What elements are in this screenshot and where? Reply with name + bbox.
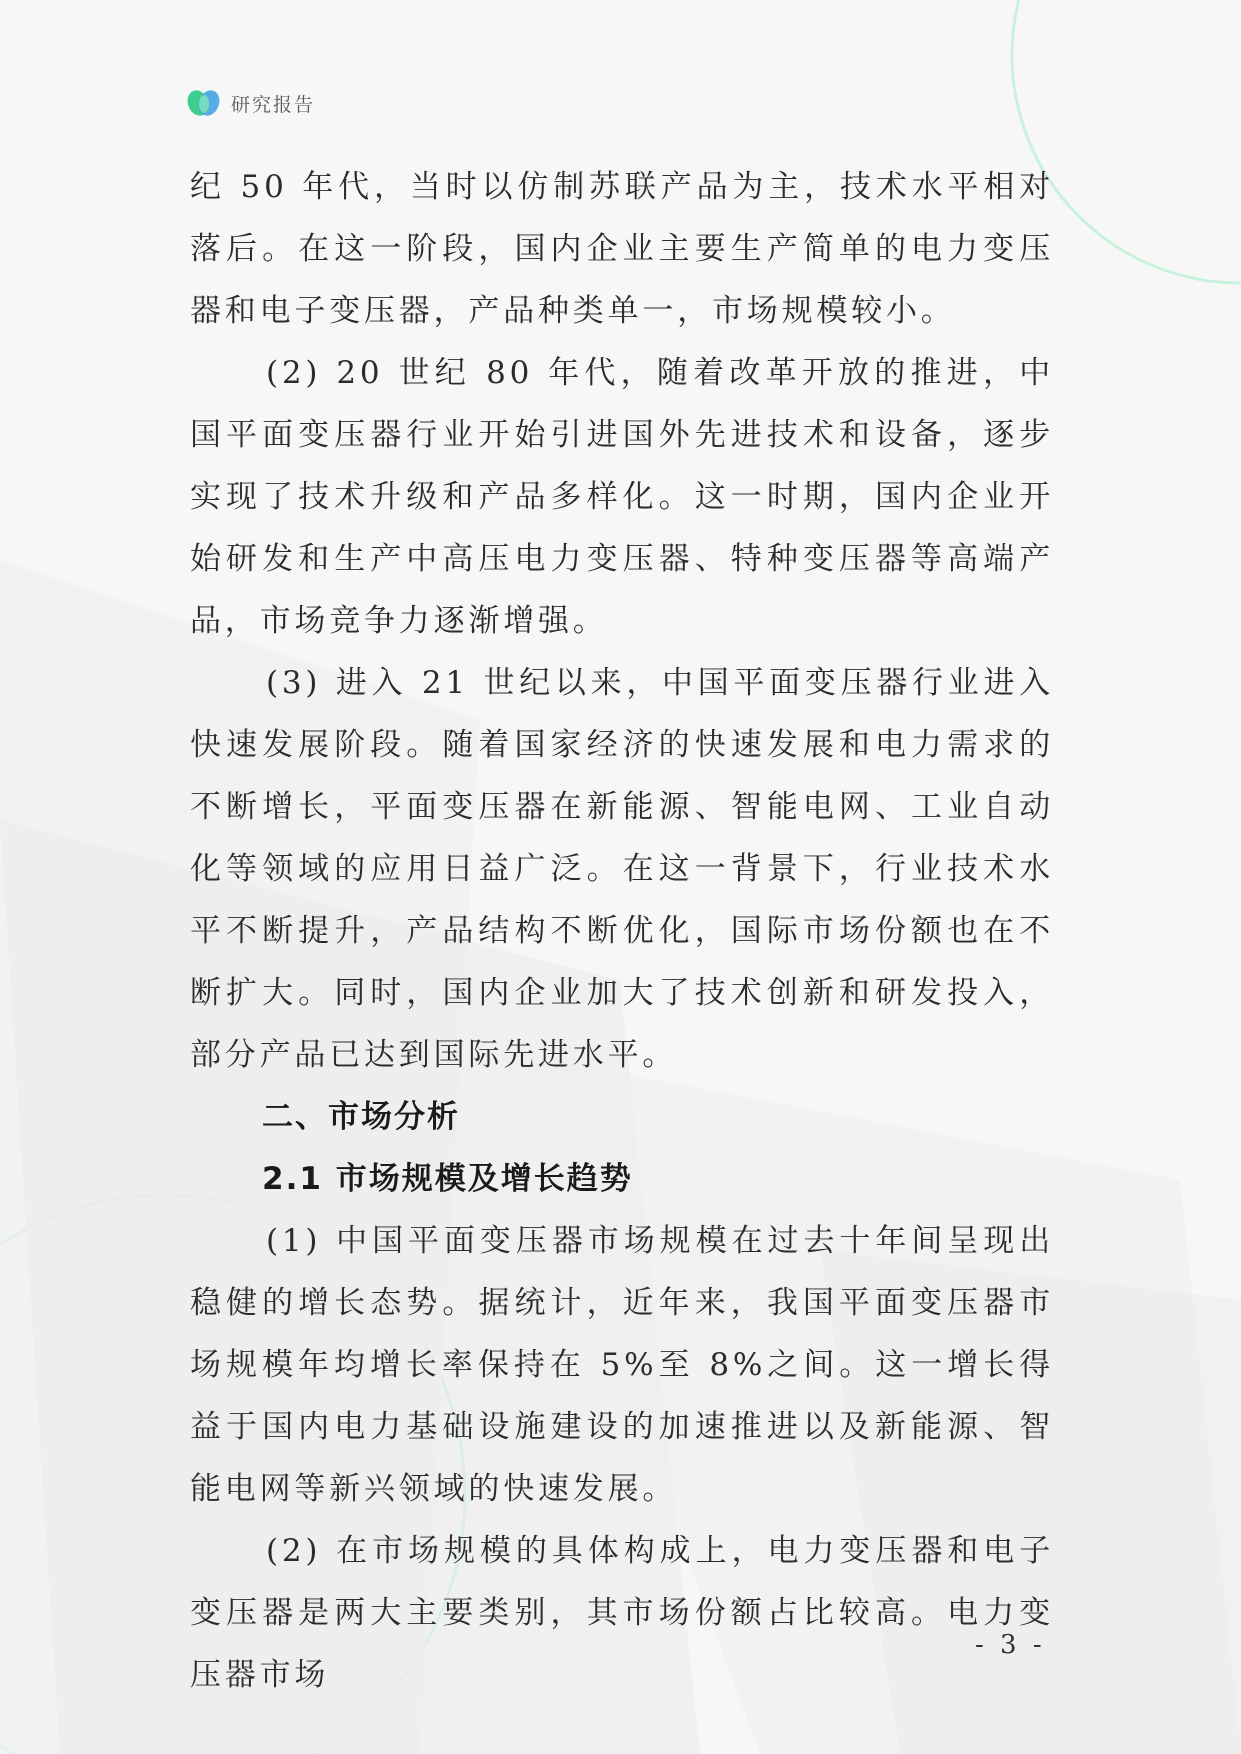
page-number: - 3 - [975, 1630, 1046, 1660]
main-content [190, 156, 1054, 1706]
paragraph: (2) 在市场规模的具体构成上，电力变压器和电子变压器是两大主要类别，其市场份额占比较高。电力变压器市场 [190, 1533, 1054, 1693]
logo-icon [187, 88, 221, 118]
subsection-heading: 2.1 市场规模及增长趋势 [262, 1161, 633, 1197]
paragraph: 纪 50 年代，当时以仿制苏联产品为主，技术水平相对落后。在这一阶段，国内企业主要生产简单的电力变压器和电子变压器，产品种类单一，市场规模较小。 [190, 169, 1054, 329]
report-header [187, 88, 315, 118]
paragraph: (3) 进入 21 世纪以来，中国平面变压器行业进入快速发展阶段。随着国家经济的快速发展和电力需求的不断增长，平面变压器在新能源、智能电网、工业自动化等领域的应用日益广泛。在这一背景下，行业技术水平不断提升，产品结构不断优化，国际市场份额也在不断扩大。同时，国内企业加大了技术创新和研发投入，部分产品已达到国际先进水平。 [190, 665, 1054, 1073]
header-title: 研究报告 [231, 93, 316, 116]
paragraph: (2) 20 世纪 80 年代，随着改革开放的推进，中国平面变压器行业开始引进国外先进技术和设备，逐步实现了技术升级和产品多样化。这一时期，国内企业开始研发和生产中高压电力变压器、特种变压器等高端产品，市场竞争力逐渐增强。 [190, 355, 1054, 639]
section-heading: 二、市场分析 [262, 1099, 460, 1135]
paragraph: (1) 中国平面变压器市场规模在过去十年间呈现出稳健的增长态势。据统计，近年来，我国平面变压器市场规模年均增长率保持在 5%至 8%之间。这一增长得益于国内电力基础设施建设的加速推进以及新能源、智能电网等新兴领域的快速发展。 [190, 1223, 1054, 1507]
